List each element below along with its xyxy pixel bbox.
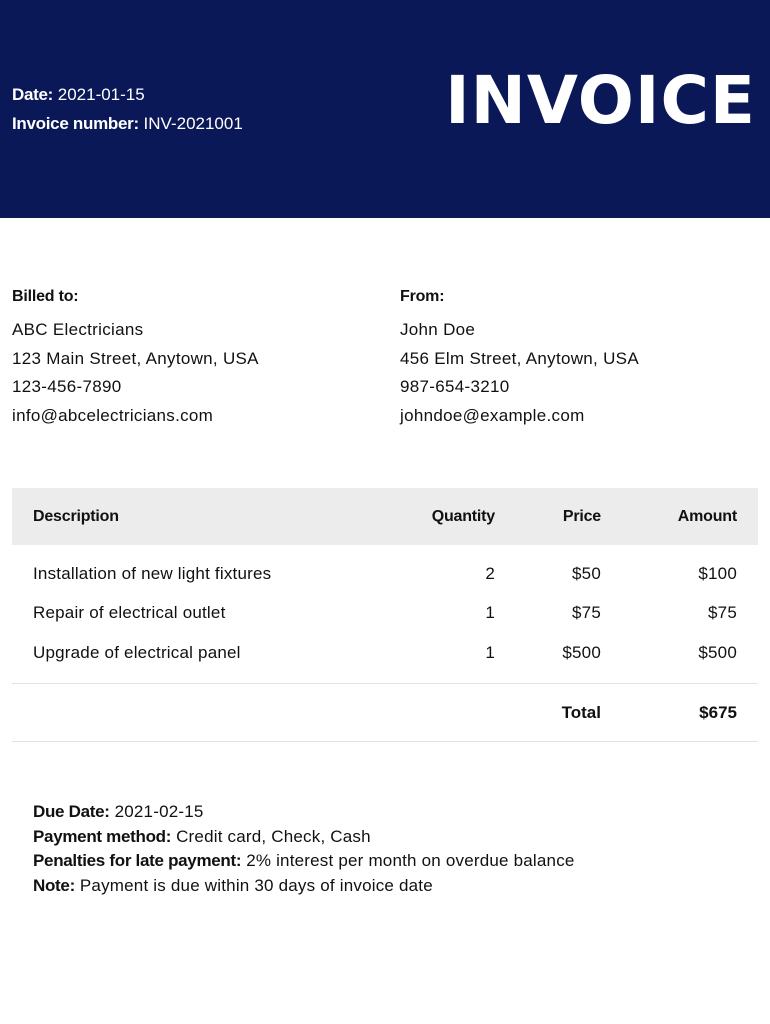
- row-price: $500: [562, 643, 601, 662]
- billed-to-email: info@abcelectricians.com: [12, 406, 214, 426]
- table-row: [12, 559, 758, 589]
- date-value: 2021-01-15: [57, 85, 145, 104]
- from-phone: 987-654-3210: [400, 377, 510, 397]
- column-header-quantity: Quantity: [431, 508, 495, 525]
- payment-method-value: Credit card, Check, Cash: [176, 826, 371, 846]
- table-header-row: [12, 488, 758, 545]
- row-quantity: 1: [485, 643, 495, 662]
- penalties-label: Penalties for late payment:: [33, 851, 242, 870]
- total-label: Total: [561, 703, 601, 722]
- total-value: $675: [699, 703, 737, 722]
- penalties-line: [33, 849, 575, 874]
- row-amount: $100: [698, 564, 737, 583]
- invoice-title: INVOICE: [445, 62, 756, 139]
- column-header-description: Description: [33, 508, 119, 525]
- billed-to-phone: 123-456-7890: [12, 377, 122, 397]
- from-block: [400, 288, 639, 431]
- note-value: Payment is due within 30 days of invoice date: [79, 875, 433, 895]
- row-description: Installation of new light fixtures: [33, 564, 272, 583]
- date-label: Date:: [12, 85, 54, 104]
- total-divider: [12, 741, 758, 742]
- invoice-date: [12, 85, 145, 105]
- due-date-label: Due Date:: [33, 802, 110, 821]
- payment-method-label: Payment method:: [33, 826, 172, 846]
- invoice-number-value: INV-2021001: [143, 114, 243, 133]
- billed-to-label: Billed to:: [12, 288, 79, 305]
- note-line: [33, 874, 575, 899]
- column-header-price: Price: [562, 508, 601, 525]
- invoice-number: [12, 114, 243, 134]
- penalties-value: 2% interest per month on overdue balance: [246, 851, 575, 870]
- from-email: johndoe@example.com: [400, 406, 585, 426]
- from-label: From:: [400, 288, 445, 305]
- table-row: [12, 638, 758, 668]
- from-address: 456 Elm Street, Anytown, USA: [400, 348, 639, 368]
- note-label: Note:: [33, 875, 75, 895]
- invoice-number-label: Invoice number:: [12, 114, 139, 133]
- table-divider: [12, 683, 758, 684]
- payment-method-line: [33, 825, 575, 850]
- row-price: $50: [572, 564, 601, 583]
- row-quantity: 2: [485, 564, 495, 583]
- billed-to-name: ABC Electricians: [12, 320, 144, 339]
- payment-terms: [33, 800, 575, 898]
- invoice-header: [0, 0, 770, 218]
- from-name: John Doe: [400, 320, 476, 339]
- due-date-line: [33, 800, 575, 825]
- billed-to-block: [12, 288, 259, 431]
- row-amount: $500: [698, 643, 737, 662]
- row-quantity: 1: [485, 603, 495, 622]
- due-date-value: 2021-02-15: [114, 802, 204, 821]
- row-amount: $75: [708, 603, 737, 622]
- column-header-amount: Amount: [677, 508, 737, 525]
- table-row: [12, 598, 758, 628]
- row-description: Repair of electrical outlet: [33, 603, 226, 622]
- row-description: Upgrade of electrical panel: [33, 643, 241, 662]
- row-price: $75: [572, 603, 601, 622]
- billed-to-address: 123 Main Street, Anytown, USA: [12, 348, 259, 368]
